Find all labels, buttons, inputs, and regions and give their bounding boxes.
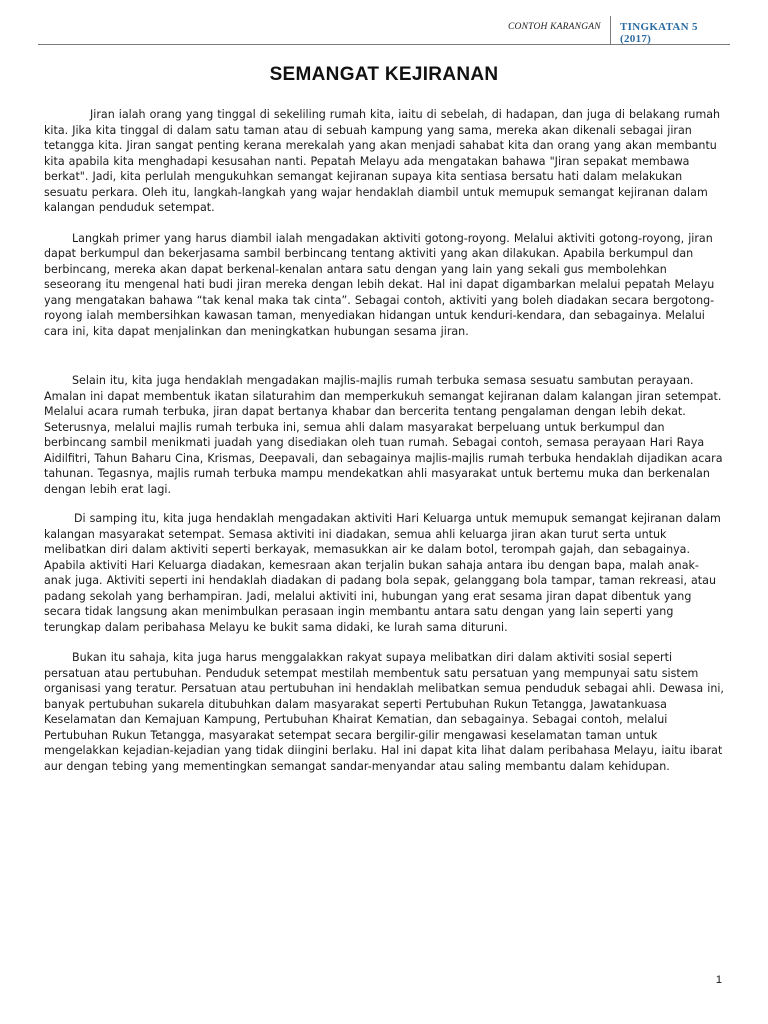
paragraph-introduction: Jiran ialah orang yang tinggal di sekeliling rumah kita, iaitu di sebelah, di hadapan, dan juga di belakang rumah kita. Jika kita tinggal di dalam satu taman atau di sebuah kampung yang sama, mereka akan dikenali sebagai jiran tetangga kita. Jiran sangat penting kerana merekalah yang akan menjadi sahabat kita dan orang yang akan membantu kita apabila kita menghadapi kesusahan nanti. Pepatah Melayu ada mengatakan bahawa "Jiran sepakat membawa berkat". Jadi, kita perlulah mengukuhkan semangat kejiranan supaya kita sentiasa bersatu hati dalam melakukan sesuatu perkara. Oleh itu, langkah-langkah yang wajar hendaklah diambil untuk memupuk semangat kejiranan dalam kalangan penduduk setempat. xyxy=(44,108,721,214)
header-rule xyxy=(38,44,730,45)
document-title: SEMANGAT KEJIRANAN xyxy=(269,64,499,85)
header-label: CONTOH KARANGAN xyxy=(508,22,601,32)
page-header xyxy=(38,14,730,44)
paragraph-gotong-royong: Langkah primer yang harus diambil ialah mengadakan aktiviti gotong-royong. Melalui aktiviti gotong-royong, jiran dapat berkumpul dan bekerjasama sambil berbincang tentang aktiviti yang akan dilakukan. Apabila berkumpul dan berbincang, mereka akan dapat berkenal-kenalan antara satu dengan yang lain yang sekali gus membolehkan seseorang itu mengenal hati budi jiran mereka dengan lebih dekat. Hal ini dapat digambarkan melalui pepatah Melayu yang mengatakan bahawa “tak kenal maka tak cinta”. Sebagai contoh, aktiviti yang boleh diadakan secara bergotong-royong ialah membersihkan kawasan taman, menyediakan hidangan untuk kenduri-kendara, dan sebagainya. Melalui cara ini, kita dapat menjalinkan dan meningkatkan hubungan sesama jiran. xyxy=(44,231,715,338)
header-tag: TINGKATAN 5 (2017) xyxy=(620,21,698,45)
header-divider xyxy=(610,16,611,44)
page-number: 1 xyxy=(715,974,722,986)
paragraph-rumah-terbuka: Selain itu, kita juga hendaklah mengadakan majlis-majlis rumah terbuka semasa sesuatu sambutan perayaan. Amalan ini dapat membentuk ikatan silaturahim dan memperkukuh semangat kejiranan dalam kalangan jiran setempat. Melalui acara rumah terbuka, jiran dapat bertanya khabar dan bercerita tentang pengalaman dengan lebih dekat. Seterusnya, melalui majlis rumah terbuka ini, semua ahli dalam masyarakat berpeluang untuk berkumpul dan berbincang sambil menikmati juadah yang disediakan oleh tuan rumah. Sebagai contoh, semasa perayaan Hari Raya Aidilfitri, Tahun Baharu Cina, Krismas, Deepavali, dan sebagainya majlis-majlis rumah terbuka hendaklah dijadikan acara tahunan. Tegasnya, majlis rumah terbuka mampu mendekatkan ahli masyarakat untuk bertemu muka dan berkenalan dengan lebih erat lagi. xyxy=(44,374,723,496)
paragraph-hari-keluarga: Di samping itu, kita juga hendaklah mengadakan aktiviti Hari Keluarga untuk memupuk semangat kejiranan dalam kalangan masyarakat setempat. Semasa aktiviti ini diadakan, semua ahli keluarga jiran akan turut serta untuk melibatkan diri dalam aktiviti seperti berkayak, memasukkan air ke dalam botol, terompah gajah, dan sebagainya. Apabila aktiviti Hari Keluarga diadakan, kemesraan akan terjalin bukan sahaja antara ibu dengan bapa, malah anak-anak juga. Aktiviti seperti ini hendaklah diadakan di padang bola sepak, gelanggang bola tampar, taman rekreasi, atau padang sekolah yang berhampiran. Jadi, melalui aktiviti ini, hubungan yang erat sesama jiran dapat dibentuk yang secara tidak langsung akan menimbulkan perasaan ingin membantu antara satu dengan yang lain seperti yang terungkap dalam peribahasa Melayu ke bukit sama didaki, ke lurah sama dituruni. xyxy=(44,512,721,634)
essay-body xyxy=(44,107,724,774)
paragraph-persatuan: Bukan itu sahaja, kita juga harus menggalakkan rakyat supaya melibatkan diri dalam aktiviti sosial seperti persatuan atau pertubuhan. Penduduk setempat mestilah membentuk satu persatuan yang mempunyai satu sistem organisasi yang teratur. Persatuan atau pertubuhan ini hendaklah melibatkan semua penduduk sebagai ahli. Dewasa ini, banyak pertubuhan sukarela ditubuhkan dalam masyarakat seperti Pertubuhan Rukun Tetangga, Jawatankuasa Keselamatan dan Kemajuan Kampung, Pertubuhan Khairat Kematian, dan sebagainya. Sebagai contoh, melalui Pertubuhan Rukun Tetangga, masyarakat setempat secara bergilir-gilir mengawasi keselamatan taman untuk mengelakkan kejadian-kejadian yang tidak diingini berlaku. Hal ini dapat kita lihat dalam peribahasa Melayu, iaitu ibarat aur dengan tebing yang mementingkan semangat sandar-menyandar atau saling membantu dalam kehidupan. xyxy=(44,651,724,773)
